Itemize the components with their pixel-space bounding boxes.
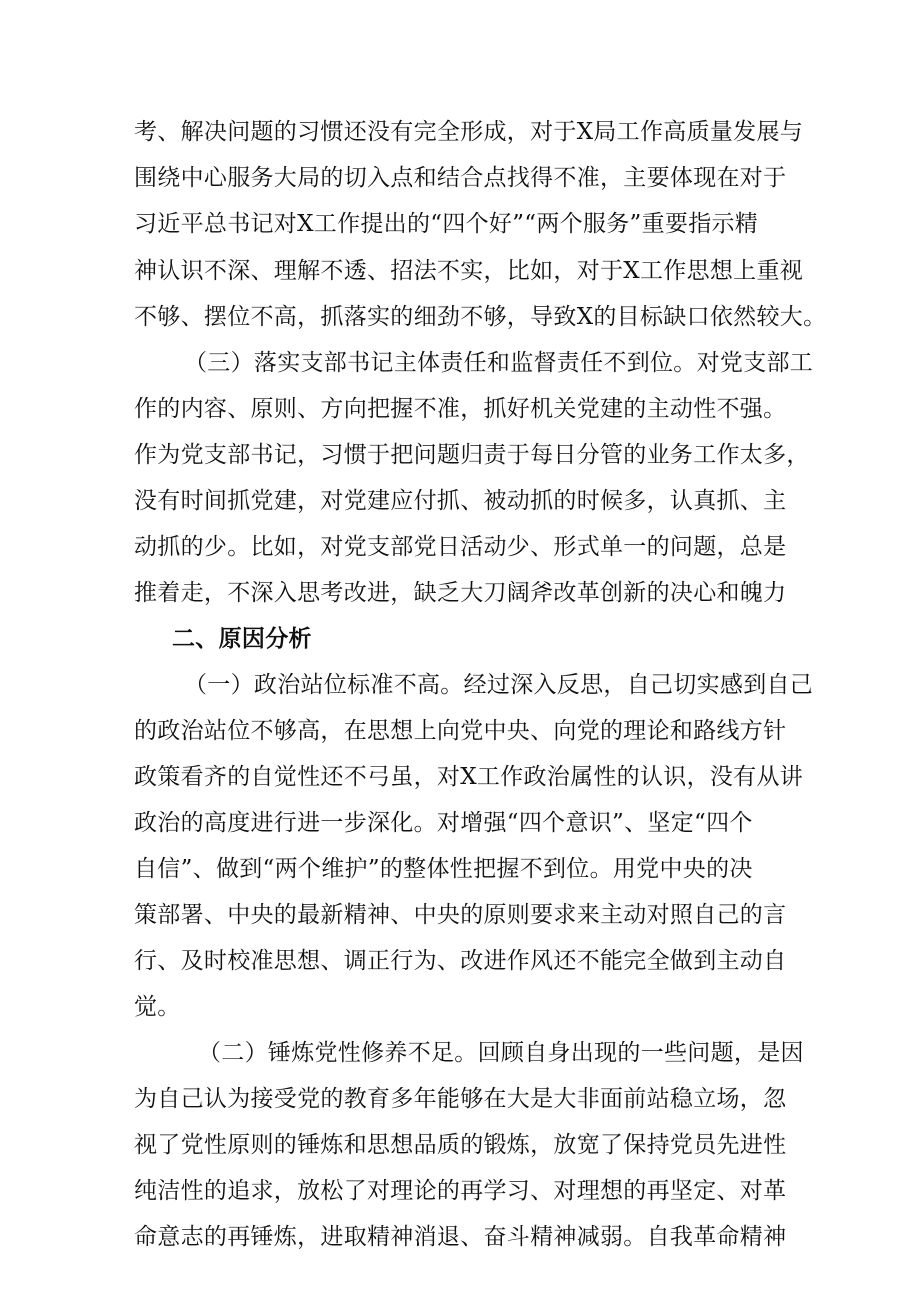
text-line: 自信”、做到“两个维护”的整体性把握不到位。用党中央的决 [134,856,753,882]
section-item-heading: （三）落实支部书记主体责任和监督责任不到位。对党支部工 [184,350,814,376]
text-line: 作为党支部书记，习惯于把问题归责于每日分管的业务工作太多， [134,442,810,468]
text-line: 神认识不深、理解不透、招法不实，比如，对于X工作思想上重视 [134,258,804,284]
text-line: 考、解决问题的习惯还没有完全形成，对于X局工作高质量发展与 [134,119,804,145]
text-line: 命意志的再锤炼，进取精神消退、奋斗精神减弱。自我革命精神 [134,1224,787,1250]
text-line: 的政治站位不够高，在思想上向党中央、向党的理论和路线方针 [134,718,787,744]
section-item-heading: （一）政治站位标准不高。经过深入反思，自己切实感到自己 [184,672,814,698]
text-line: 没有时间抓党建，对党建应付抓、被动抓的时候多，认真抓、主 [134,488,787,514]
section-item-heading: （二）锤炼党性修养不足。回顾自身出现的一些问题，是因 [198,1040,804,1066]
text-line: 纯洁性的追求，放松了对理论的再学习、对理想的再坚定、对革 [134,1178,787,1204]
text-line: 为自己认为接受党的教育多年能够在大是大非面前站稳立场，忽 [134,1086,787,1112]
text-line: 政治的高度进行进一步深化。对增强“四个意识”、坚定“四个 [134,810,753,836]
section-heading: 二、原因分析 [172,626,312,652]
text-line: 不够、摆位不高，抓落实的细劲不够，导致X的目标缺口依然较大。 [134,304,827,330]
text-line: 视了党性原则的锤炼和思想品质的锻炼，放宽了保持党员先进性 [134,1132,787,1158]
text-line: 推着走，不深入思考改进，缺乏大刀阔斧改革创新的决心和魄力 [134,580,787,606]
text-line: 行、及时校准思想、调正行为、改进作风还不能完全做到主动自 [134,948,787,974]
text-line: 政策看齐的自觉性还不弓虽，对X工作政治属性的认识，没有从讲 [134,764,804,790]
text-line: 策部署、中央的最新精神、中央的原则要求来主动对照自己的言 [134,902,787,928]
text-line: 觉。 [134,994,181,1020]
text-line: 围绕中心服务大局的切入点和结合点找得不准，主要体现在对于 [134,165,787,191]
text-line: 习近平总书记对X工作提出的“四个好”“两个服务”重要指示精 [134,211,759,237]
text-line: 作的内容、原则、方向把握不准，抓好机关党建的主动性不强。 [134,396,787,422]
text-line: 动抓的少。比如，对党支部党日活动少、形式单一的问题，总是 [134,534,787,560]
